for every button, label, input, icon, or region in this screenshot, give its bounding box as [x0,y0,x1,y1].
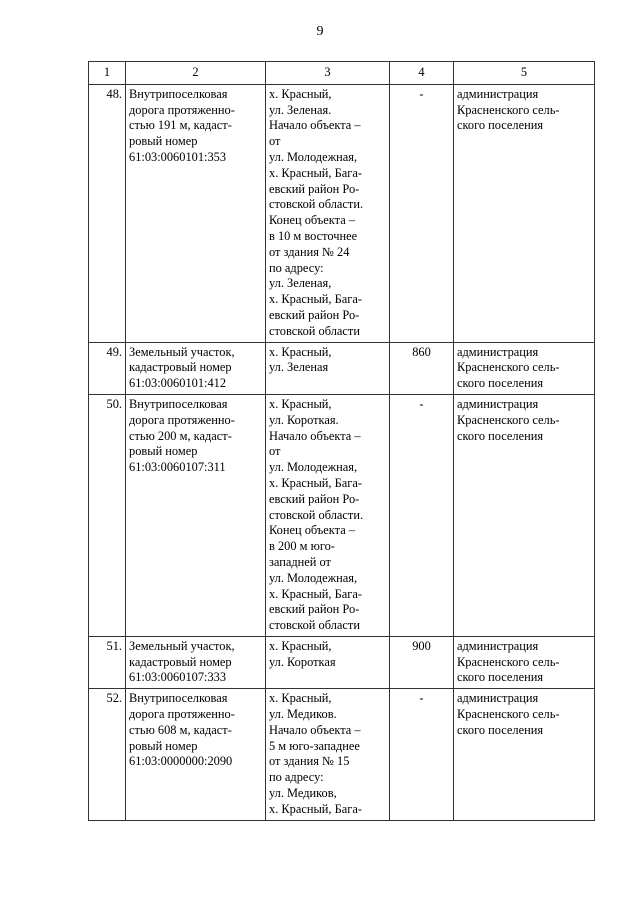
object-address: х. Красный, ул. Короткая. Начало объекта – от ул. Молодежная, х. Красный, Бага- евский район Ро- стовской области. Конец объекта – в 200 м юго- западней от ул. Молодежная, х. Красный, Бага- евский район Ро- стовской области [266,394,390,636]
object-address: х. Красный, ул. Медиков. Начало объекта – 5 м юго-западнее от здания № 15 по адресу: ул. Медиков, х. Красный, Бага- [266,689,390,820]
object-address: х. Красный, ул. Короткая [266,636,390,688]
object-area: 860 [390,342,454,394]
object-description: Внутрипоселковая дорога протяженно- стью 200 м, кадаст- ровый номер 61:03:0060107:311 [126,394,266,636]
page-number: 9 [316,24,324,39]
table-row [89,689,595,820]
object-area: - [390,394,454,636]
row-number: 52. [89,689,126,820]
object-owner: администрация Красненского сель- ского поселения [454,689,595,820]
registry-table [88,61,595,821]
column-header-area: 4 [390,62,454,85]
object-description: Внутрипоселковая дорога протяженно- стью 191 м, кадаст- ровый номер 61:03:0060101:353 [126,84,266,342]
table-header-row [89,62,595,85]
object-owner: администрация Красненского сель- ского поселения [454,394,595,636]
object-address: х. Красный, ул. Зеленая [266,342,390,394]
row-number: 48. [89,84,126,342]
object-address: х. Красный, ул. Зеленая. Начало объекта – от ул. Молодежная, х. Красный, Бага- евский район Ро- стовской области. Конец объекта – в 10 м восточнее от здания № 24 по адресу: ул. Зеленая, х. Красный, Бага- евский район Ро- стовской области [266,84,390,342]
object-description: Земельный участок, кадастровый номер 61:03:0060107:333 [126,636,266,688]
object-description: Внутрипоселковая дорога протяженно- стью 608 м, кадаст- ровый номер 61:03:0000000:2090 [126,689,266,820]
table-row [89,84,595,342]
column-header-owner: 5 [454,62,595,85]
row-number: 50. [89,394,126,636]
table-row [89,394,595,636]
object-owner: администрация Красненского сель- ского поселения [454,636,595,688]
column-header-object: 2 [126,62,266,85]
object-owner: администрация Красненского сель- ского поселения [454,342,595,394]
object-description: Земельный участок, кадастровый номер 61:03:0060101:412 [126,342,266,394]
column-header-address: 3 [266,62,390,85]
row-number: 49. [89,342,126,394]
table-row [89,636,595,688]
object-area: - [390,84,454,342]
table-row [89,342,595,394]
column-header-number: 1 [89,62,126,85]
object-owner: администрация Красненского сель- ского поселения [454,84,595,342]
object-area: - [390,689,454,820]
object-area: 900 [390,636,454,688]
row-number: 51. [89,636,126,688]
